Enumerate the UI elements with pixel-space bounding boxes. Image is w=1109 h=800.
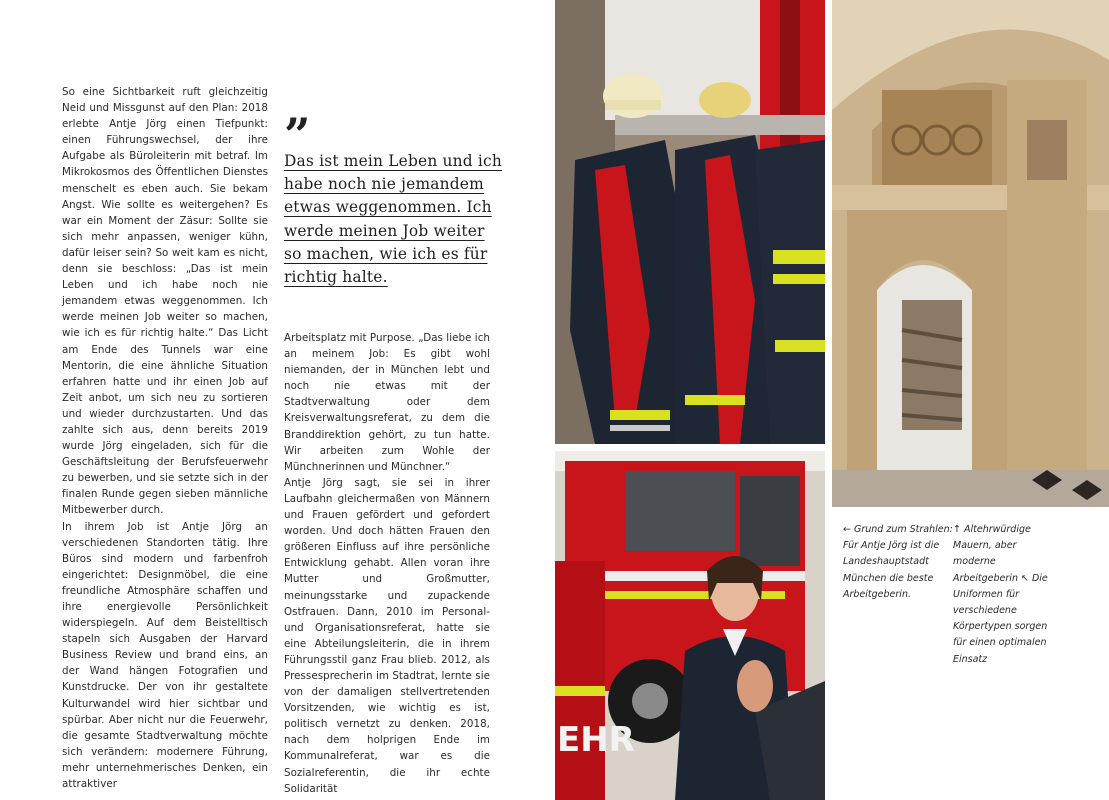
quote-mark: ” (284, 108, 311, 162)
firefighter-uniforms-photo (555, 0, 825, 444)
stone-staircase-photo (832, 0, 1109, 507)
paragraph: In ihrem Job ist Antje Jörg an verschiedenen Standorten tätig. Ihre Büros sind modern und farbenfroh eingerichtet: Designmöbel, die eine freundliche Atmosphäre schaffen und ihre energievolle Persönlichkeit widerspiegeln. Auf dem Beistelltisch stapeln sich Ausgaben der Harvard Business Review und brand eins, an der Wand hängen Fotografien und Kunstdrucke. Der von ihr gestaltete Kulturwandel wird hier sichtbar und spürbar. Aber nicht nur die Feuerwehr, die gesamte Stadtverwaltung möchte sich verändern: modernere Führung, mehr unternehmerisches Denken, ein attraktiver (62, 520, 268, 791)
caption-left: ← Grund zum Strahlen: Für Antje Jörg ist die Landeshauptstadt München die beste Arbeitgeberin. (843, 524, 953, 600)
fire-truck-portrait-photo (555, 451, 825, 800)
svg-text:EHR: EHR (557, 720, 635, 760)
middle-text-column (284, 330, 490, 797)
pull-quote-text: Das ist mein Leben und ich habe noch nie jemandem etwas weggenommen. Ich werde meinen Job weiter so machen, wie ich es für richtig halte. (284, 152, 502, 287)
paragraph: Antje Jörg sagt, sie sei in ihrer Laufbahn gleichermaßen von Männern und Frauen gefördert und gefordert worden. Und doch hätten Frauen den größeren Einfluss auf ihre persönliche Entwicklung gehabt. Allen voran ihre Mutter und Großmutter, meinungsstarke und zupackende Ostfrauen. Dann, 2010 im Personal- und Organisationsreferat, hatte sie eine Abteilungsleiterin, die in ihrem Führungsstil ganz Frau blieb. 2012, als Pressesprecherin im Stadtrat, lernte sie von der damaligen stellvertretenden Vorsitzenden, wie wichtig es ist, politisch vernetzt zu denken. 2018, nach dem holprigen Ende im Kommunalreferat, war es die Sozialreferentin, die ihr echte Solidarität (284, 476, 490, 795)
left-text-column (62, 84, 268, 792)
paragraph: So eine Sichtbarkeit ruft gleichzeitig Neid und Missgunst auf den Plan: 2018 erlebte Antje Jörg einen Tiefpunkt: einen Führungswechsel, der ihre Aufgabe als Büroleiterin mit betraf. Im Mikrokosmos des Öffentlichen Dienstes menschelt es eben auch. Sie bekam Angst. Wie sollte es weitergehen? Es war ein Moment der Zäsur: Sollte sie sich mehr anpassen, weniger kühn, dafür leiser sein? So weit kam es nicht, denn sie beschloss: „Das ist mein Leben und ich habe noch nie jemandem etwas weggenommen. Ich werde meinen Job weiter so machen, wie ich es für richtig halte.“ Das Licht am Ende des Tunnels war eine Mentorin, die eine ähnliche Situation erfahren hatte und ihr einen Job auf Zeit anbot, um sich neu zu sortieren und wieder durchzustarten. Und das zahlte sich aus, denn bereits 2019 wurde Jörg eingeladen, sich für die Geschäftsleitung der Berufsfeuerwehr zu bewerben, und sie setzte sich in der finalen Runde gegen sieben männliche Mitbewerber durch. (62, 86, 268, 517)
caption-right: ↑ Altehrwürdige Mauern, aber moderne Arbeitgeberin ↖ Die Uniformen für verschiedene Körpertypen sorgen für einen optimalen Einsatz (953, 524, 1048, 665)
paragraph: Arbeitsplatz mit Purpose. „Das liebe ich an meinem Job: Es gibt wohl niemanden, der in München lebt und noch nie etwas mit der Stadtverwaltung oder dem Kreisverwaltungsreferat, zu dem die Branddirektion gehört, zu tun hatte. Wir arbeiten zum Wohle der Münchnerinnen und Münchner.“ (284, 332, 490, 473)
pull-quote (284, 150, 504, 289)
